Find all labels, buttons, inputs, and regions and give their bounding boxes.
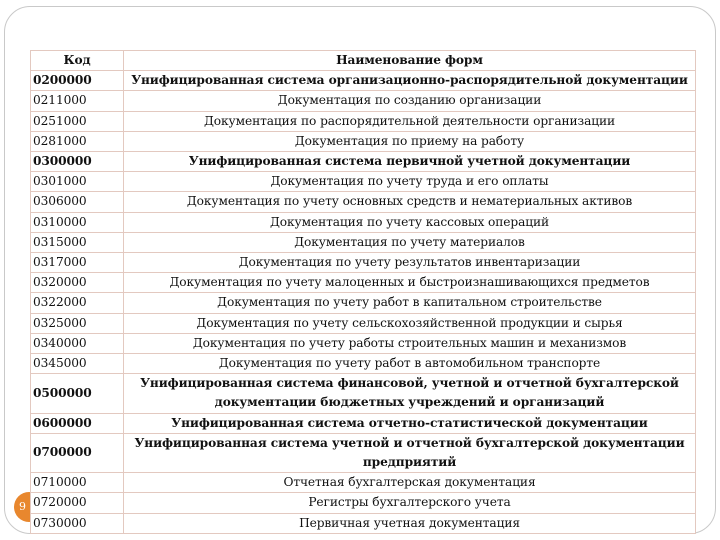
row-form-name: Документация по учету работ в автомобильном транспорте <box>124 354 696 374</box>
row-code: 0340000 <box>31 333 124 353</box>
row-code: 0322000 <box>31 293 124 313</box>
row-code: 0300000 <box>31 152 124 172</box>
table-row <box>31 152 696 172</box>
table-row <box>31 413 696 433</box>
table-row <box>31 313 696 333</box>
row-code: 0200000 <box>31 71 124 91</box>
row-form-name: Документация по распорядительной деятельности организации <box>124 111 696 131</box>
row-form-name: Первичная учетная документация <box>124 513 696 533</box>
row-form-name: Документация по учету основных средств и нематериальных активов <box>124 192 696 212</box>
table-row <box>31 253 696 273</box>
row-code: 0301000 <box>31 172 124 192</box>
table-row <box>31 232 696 252</box>
row-code: 0306000 <box>31 192 124 212</box>
forms-table <box>30 50 696 534</box>
table-row <box>31 354 696 374</box>
row-code: 0325000 <box>31 313 124 333</box>
row-code: 0730000 <box>31 513 124 533</box>
row-code: 0317000 <box>31 253 124 273</box>
header-code: Код <box>31 51 124 71</box>
row-code: 0211000 <box>31 91 124 111</box>
row-form-name: Унифицированная система первичной учетной документации <box>124 152 696 172</box>
table-row <box>31 493 696 513</box>
row-form-name: Документация по учету труда и его оплаты <box>124 172 696 192</box>
table-row <box>31 71 696 91</box>
row-form-name: Документация по приему на работу <box>124 131 696 151</box>
slide-number-badge: 9 <box>14 492 44 522</box>
row-form-name: Регистры бухгалтерского учета <box>124 493 696 513</box>
table-row <box>31 212 696 232</box>
row-code: 0345000 <box>31 354 124 374</box>
table-row <box>31 513 696 533</box>
row-form-name: Унифицированная система учетной и отчетной бухгалтерской документации предприятий <box>124 433 696 472</box>
row-form-name: Унифицированная система отчетно-статистической документации <box>124 413 696 433</box>
row-form-name: Документация по учету работ в капитальном строительстве <box>124 293 696 313</box>
row-code: 0281000 <box>31 131 124 151</box>
row-code: 0720000 <box>31 493 124 513</box>
row-code: 0315000 <box>31 232 124 252</box>
table-row <box>31 473 696 493</box>
table-row <box>31 333 696 353</box>
row-form-name: Документация по учету результатов инвентаризации <box>124 253 696 273</box>
row-code: 0710000 <box>31 473 124 493</box>
table-row <box>31 91 696 111</box>
row-code: 0600000 <box>31 413 124 433</box>
row-form-name: Унифицированная система организационно-распорядительной документации <box>124 71 696 91</box>
table-header-row <box>31 51 696 71</box>
row-form-name: Документация по учету работы строительных машин и механизмов <box>124 333 696 353</box>
row-form-name: Документация по учету сельскохозяйственной продукции и сырья <box>124 313 696 333</box>
row-form-name: Документация по учету кассовых операций <box>124 212 696 232</box>
table-row <box>31 374 696 413</box>
row-form-name: Унифицированная система финансовой, учетной и отчетной бухгалтерской документации бюджетных учреждений и организаций <box>124 374 696 413</box>
table-row <box>31 293 696 313</box>
row-form-name: Документация по учету материалов <box>124 232 696 252</box>
row-code: 0320000 <box>31 273 124 293</box>
table-row <box>31 192 696 212</box>
table-row <box>31 273 696 293</box>
row-form-name: Документация по учету малоценных и быстроизнашивающихся предметов <box>124 273 696 293</box>
table-row <box>31 111 696 131</box>
row-code: 0310000 <box>31 212 124 232</box>
row-code: 0500000 <box>31 374 124 413</box>
table-row <box>31 172 696 192</box>
row-form-name: Документация по созданию организации <box>124 91 696 111</box>
table-row <box>31 131 696 151</box>
row-form-name: Отчетная бухгалтерская документация <box>124 473 696 493</box>
row-code: 0700000 <box>31 433 124 472</box>
row-code: 0251000 <box>31 111 124 131</box>
header-form-name: Наименование форм <box>124 51 696 71</box>
table-row <box>31 433 696 472</box>
